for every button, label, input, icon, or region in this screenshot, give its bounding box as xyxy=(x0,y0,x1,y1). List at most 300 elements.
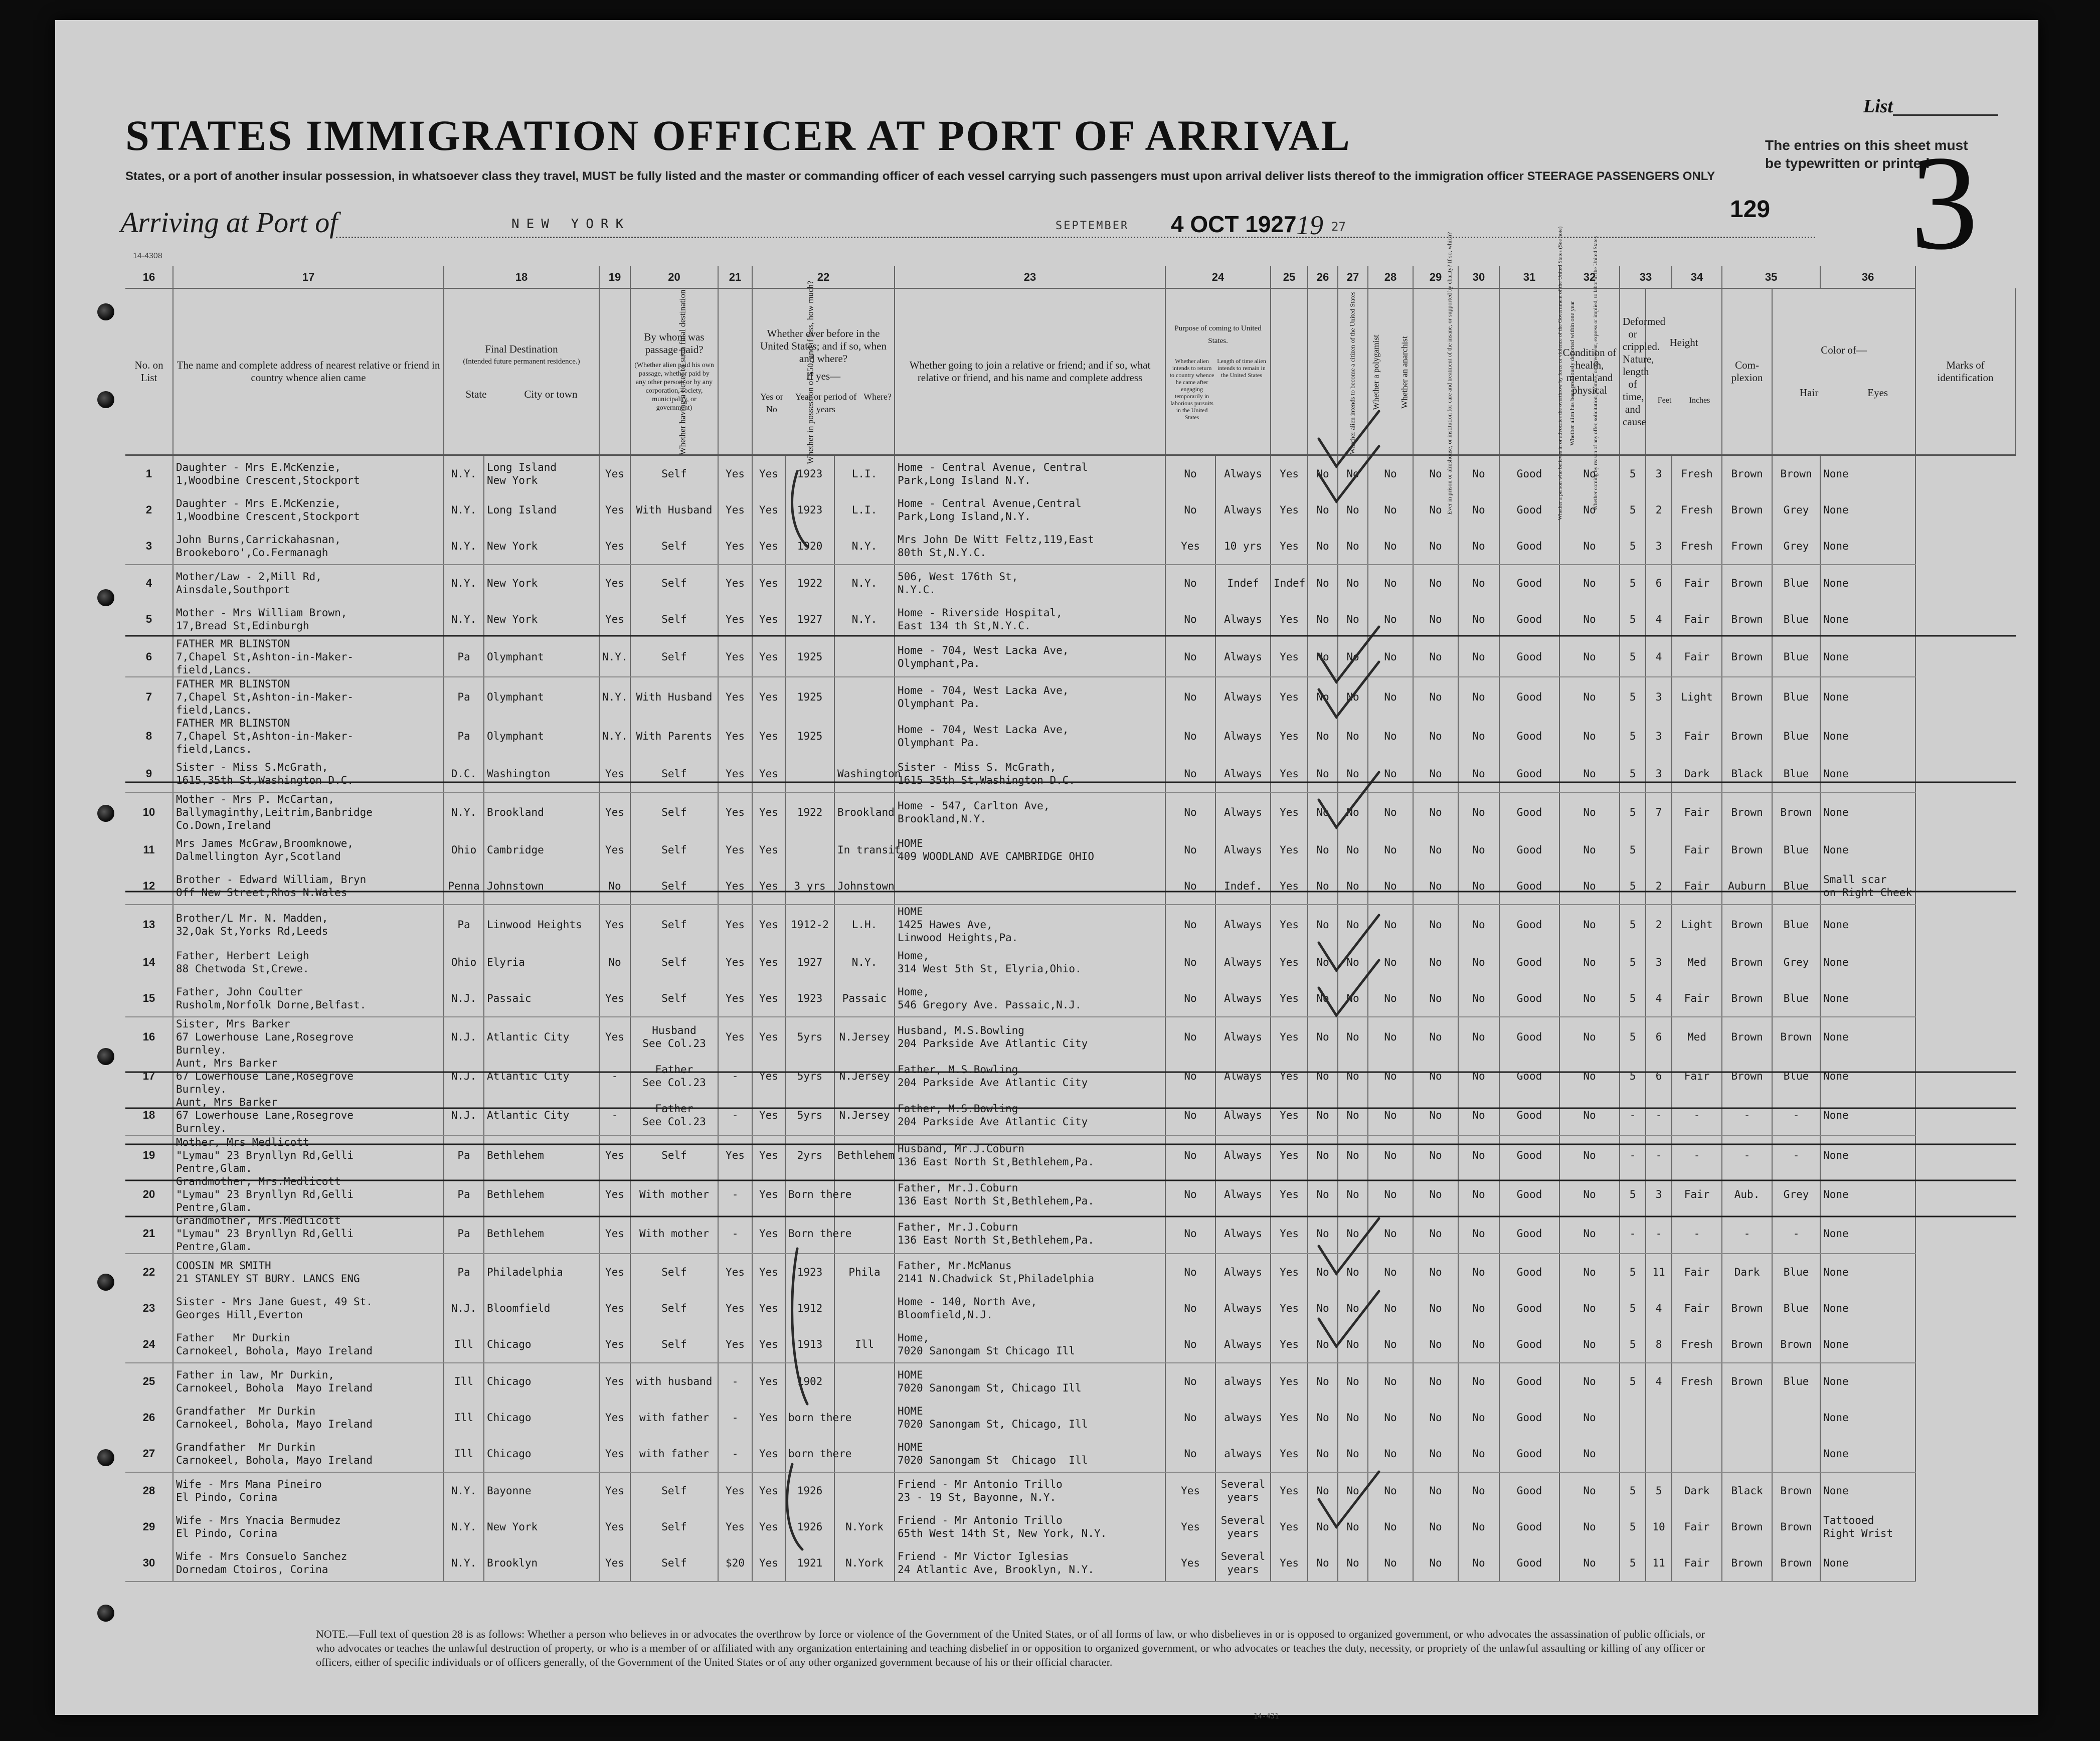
ever-in-prison: No xyxy=(1308,601,1338,637)
ever-in-prison: No xyxy=(1308,677,1338,717)
complexion: Brown xyxy=(1722,980,1772,1017)
become-citizen: Yes xyxy=(1271,944,1308,980)
ticket: Yes xyxy=(599,832,630,868)
become-citizen: Yes xyxy=(1271,717,1308,756)
polygamist: No xyxy=(1338,792,1368,832)
anarchist: No xyxy=(1368,1017,1413,1057)
money: Yes xyxy=(718,1509,752,1545)
polygamist: No xyxy=(1338,1436,1368,1472)
ever-in-prison: No xyxy=(1308,637,1338,677)
destination-city: Brookland xyxy=(484,792,599,832)
height-feet: 3 xyxy=(1646,455,1672,492)
height-feet: - xyxy=(1646,1214,1672,1254)
question-29: No xyxy=(1458,455,1499,492)
table-row xyxy=(125,1057,2015,1096)
health-condition: No xyxy=(1559,601,1620,637)
column-number: 32 xyxy=(1559,266,1620,288)
relative-address: Grandmother, Mrs.Medlicott "Lymau" 23 Brynllyn Rd,Gelli Pentre,Glam. xyxy=(173,1214,444,1254)
question-30: Good xyxy=(1499,832,1559,868)
eye-color: Tattooed Right Wrist xyxy=(1820,1509,1915,1545)
passage-paid-by: Self xyxy=(630,1135,718,1175)
become-citizen: Yes xyxy=(1271,1017,1308,1057)
hair-color: Blue xyxy=(1772,1290,1820,1326)
binding-hole xyxy=(97,1605,114,1622)
anarchist: No xyxy=(1368,792,1413,832)
row-number: 20 xyxy=(125,1175,173,1214)
become-citizen: Yes xyxy=(1271,1135,1308,1175)
relative-address: Father Mr Durkin Carnokeel, Bohola, Mayo Ireland xyxy=(173,1326,444,1363)
question-28: No xyxy=(1413,1017,1458,1057)
height-feet: 4 xyxy=(1646,1290,1672,1326)
question-29: No xyxy=(1458,944,1499,980)
where-in-us xyxy=(834,677,895,717)
polygamist: No xyxy=(1338,1363,1368,1400)
passage-paid-by: Self xyxy=(630,528,718,565)
polygamist: No xyxy=(1338,1400,1368,1436)
height-inches: Fresh xyxy=(1672,455,1722,492)
polygamist: No xyxy=(1338,1057,1368,1096)
before-in-us: Yes xyxy=(752,717,785,756)
length-of-stay: Indef xyxy=(1215,565,1271,601)
health-condition: No xyxy=(1559,1290,1620,1326)
years-in-us xyxy=(785,756,834,792)
question-29: No xyxy=(1458,1545,1499,1582)
ever-in-prison: No xyxy=(1308,528,1338,565)
deformed: 5 xyxy=(1620,1254,1646,1290)
where-in-us: In transit xyxy=(834,832,895,868)
purpose-return: No xyxy=(1165,717,1215,756)
column-number: 34 xyxy=(1672,266,1722,288)
polygamist: No xyxy=(1338,756,1368,792)
health-condition: No xyxy=(1559,717,1620,756)
question-29: No xyxy=(1458,1135,1499,1175)
table-row xyxy=(125,1175,2015,1214)
ticket: Yes xyxy=(599,905,630,944)
passage-paid-by: Husband See Col.23 xyxy=(630,1017,718,1057)
purpose-return: No xyxy=(1165,868,1215,905)
anarchist: No xyxy=(1368,1326,1413,1363)
question-28: No xyxy=(1413,565,1458,601)
joining-relative: Father, Mr.J.Coburn 136 East North St,Bethlehem,Pa. xyxy=(895,1175,1165,1214)
table-row xyxy=(125,1545,2015,1582)
question-29: No xyxy=(1458,792,1499,832)
joining-relative: Friend - Mr Victor Iglesias 24 Atlantic Ave, Brooklyn, N.Y. xyxy=(895,1545,1165,1582)
table-row xyxy=(125,832,2015,868)
header-year-period: Year or period of years xyxy=(795,392,857,414)
joining-relative: Home, 314 West 5th St, Elyria,Ohio. xyxy=(895,944,1165,980)
anarchist: No xyxy=(1368,868,1413,905)
height-inches: Fresh xyxy=(1672,1363,1722,1400)
polygamist: No xyxy=(1338,1214,1368,1254)
question-28: No xyxy=(1413,832,1458,868)
header-no-on-list: No. on List xyxy=(125,288,173,455)
question-30: Good xyxy=(1499,1135,1559,1175)
question-29: No xyxy=(1458,1363,1499,1400)
header-ticket-text: Whether having a ticket to such final destination xyxy=(677,289,687,455)
height-inches: - xyxy=(1672,1135,1722,1175)
question-28: No xyxy=(1413,1290,1458,1326)
money: Yes xyxy=(718,1290,752,1326)
destination-city: Cambridge xyxy=(484,832,599,868)
question-29: No xyxy=(1458,980,1499,1017)
passage-paid-by: Self xyxy=(630,1472,718,1509)
purpose-subheaders xyxy=(1168,358,1268,421)
joining-relative: Home, 546 Gregory Ave. Passaic,N.J. xyxy=(895,980,1165,1017)
eye-color: Small scar on Right Cheek xyxy=(1820,868,1915,905)
joining-relative: Father, Mr.McManus 2141 N.Chadwick St,Philadelphia xyxy=(895,1254,1165,1290)
question-29: No xyxy=(1458,1214,1499,1254)
column-number: 26 xyxy=(1308,266,1338,288)
table-row xyxy=(125,677,2015,717)
ever-in-prison: No xyxy=(1308,455,1338,492)
polygamist: No xyxy=(1338,1472,1368,1509)
length-of-stay: Indef. xyxy=(1215,868,1271,905)
joining-relative: Home - Riverside Hospital, East 134 th St,N.Y.C. xyxy=(895,601,1165,637)
money: Yes xyxy=(718,944,752,980)
ever-in-prison: No xyxy=(1308,1400,1338,1436)
years-in-us: 2yrs xyxy=(785,1135,834,1175)
years-in-us: 3 yrs xyxy=(785,868,834,905)
years-in-us: Born there xyxy=(785,1175,834,1214)
relative-address: Wife - Mrs Mana Pineiro El Pindo, Corina xyxy=(173,1472,444,1509)
table-row xyxy=(125,528,2015,565)
years-in-us: 1912 xyxy=(785,1290,834,1326)
list-number-line xyxy=(1893,114,1998,116)
money: - xyxy=(718,1436,752,1472)
joining-relative: Home - 704, West Lacka Ave, Olymphant Pa. xyxy=(895,677,1165,717)
column-number: 22 xyxy=(752,266,895,288)
relative-address: Father in law, Mr Durkin, Carnokeel, Bohola Mayo Ireland xyxy=(173,1363,444,1400)
relative-address: Sister - Miss S.McGrath, 1615,35th St,Washington D.C. xyxy=(173,756,444,792)
destination-state: N.Y. xyxy=(444,1472,484,1509)
row-number: 29 xyxy=(125,1509,173,1545)
destination-city: Long Island New York xyxy=(484,455,599,492)
length-of-stay: Always xyxy=(1215,980,1271,1017)
where-in-us xyxy=(834,1363,895,1400)
where-in-us: L.I. xyxy=(834,492,895,528)
question-28: No xyxy=(1413,1436,1458,1472)
destination-city: Olymphant xyxy=(484,637,599,677)
ticket: No xyxy=(599,944,630,980)
eye-color: None xyxy=(1820,1214,1915,1254)
question-30: Good xyxy=(1499,637,1559,677)
before-in-us: Yes xyxy=(752,980,785,1017)
complexion: Brown xyxy=(1722,677,1772,717)
height-feet: 2 xyxy=(1646,868,1672,905)
question-29: No xyxy=(1458,1472,1499,1509)
question-28: No xyxy=(1413,677,1458,717)
height-inches: Dark xyxy=(1672,756,1722,792)
destination-city: Philadelphia xyxy=(484,1254,599,1290)
money: Yes xyxy=(718,792,752,832)
passage-paid-by: with husband xyxy=(630,1363,718,1400)
eye-color: None xyxy=(1820,832,1915,868)
relative-address: Grandfather Mr Durkin Carnokeel, Bohola, Mayo Ireland xyxy=(173,1400,444,1436)
print-code: 14-431 xyxy=(1254,1712,1279,1720)
destination-city: Atlantic City xyxy=(484,1017,599,1057)
anarchist: No xyxy=(1368,756,1413,792)
purpose-return: No xyxy=(1165,637,1215,677)
length-of-stay: Always xyxy=(1215,1057,1271,1096)
before-in-us: Yes xyxy=(752,1096,785,1135)
header-eyes: Eyes xyxy=(1867,387,1888,399)
become-citizen: Yes xyxy=(1271,1326,1308,1363)
relative-address: Mrs James McGraw,Broomknowe, Dalmellington Ayr,Scotland xyxy=(173,832,444,868)
polygamist: No xyxy=(1338,637,1368,677)
ever-in-prison: No xyxy=(1308,868,1338,905)
passage-paid-by: Self xyxy=(630,455,718,492)
relative-address: Mother, Mrs Medlicott "Lymau" 23 Brynllyn Rd,Gelli Pentre,Glam. xyxy=(173,1135,444,1175)
height-feet: 3 xyxy=(1646,1175,1672,1214)
hair-color: Blue xyxy=(1772,677,1820,717)
passage-paid-by: Self xyxy=(630,756,718,792)
joining-relative: HOME 7020 Sanongam St, Chicago Ill xyxy=(895,1363,1165,1400)
question-30: Good xyxy=(1499,1057,1559,1096)
complexion: Black xyxy=(1722,756,1772,792)
passage-paid-by: With mother xyxy=(630,1175,718,1214)
destination-city: New York xyxy=(484,601,599,637)
question-28: No xyxy=(1413,1135,1458,1175)
money: Yes xyxy=(718,1326,752,1363)
joining-relative: Husband, M.S.Bowling 204 Parkside Ave Atlantic City xyxy=(895,1017,1165,1057)
become-citizen: Yes xyxy=(1271,601,1308,637)
polygamist: No xyxy=(1338,1326,1368,1363)
ticket: Yes xyxy=(599,1135,630,1175)
before-in-us: Yes xyxy=(752,1363,785,1400)
height-inches: Fair xyxy=(1672,601,1722,637)
years-in-us: 1925 xyxy=(785,717,834,756)
before-in-us: Yes xyxy=(752,1214,785,1254)
destination-city: Olymphant xyxy=(484,717,599,756)
length-of-stay: Several years xyxy=(1215,1509,1271,1545)
purpose-return: No xyxy=(1165,1254,1215,1290)
money: Yes xyxy=(718,1254,752,1290)
become-citizen: Yes xyxy=(1271,1290,1308,1326)
complexion: Brown xyxy=(1722,1545,1772,1582)
ticket: Yes xyxy=(599,756,630,792)
anarchist: No xyxy=(1368,1057,1413,1096)
column-number: 31 xyxy=(1499,266,1559,288)
years-in-us: 5yrs xyxy=(785,1096,834,1135)
eye-color: None xyxy=(1820,1096,1915,1135)
ever-in-prison: No xyxy=(1308,1214,1338,1254)
passage-paid-by: Self xyxy=(630,832,718,868)
where-in-us: N.York xyxy=(834,1509,895,1545)
height-label: Height xyxy=(1669,336,1698,349)
purpose-label: Purpose of coming to United States. xyxy=(1174,324,1262,345)
complexion: - xyxy=(1722,1135,1772,1175)
table-row xyxy=(125,905,2015,944)
money: Yes xyxy=(718,832,752,868)
header-inches: Inches xyxy=(1689,396,1710,405)
column-number: 30 xyxy=(1458,266,1499,288)
where-in-us xyxy=(834,1290,895,1326)
arriving-port: NEW YORK xyxy=(511,217,631,232)
deformed: 5 xyxy=(1620,1017,1646,1057)
question-30: Good xyxy=(1499,944,1559,980)
ever-in-prison: No xyxy=(1308,1472,1338,1509)
years-in-us: 1927 xyxy=(785,601,834,637)
anarchist: No xyxy=(1368,528,1413,565)
question-28: No xyxy=(1413,1400,1458,1436)
anarchist: No xyxy=(1368,1363,1413,1400)
ever-in-prison: No xyxy=(1308,980,1338,1017)
joining-relative: Father, M.S.Bowling 204 Parkside Ave Atlantic City xyxy=(895,1096,1165,1135)
joining-relative: Home - Central Avenue, Central Park,Long Island N.Y. xyxy=(895,455,1165,492)
relative-address: Aunt, Mrs Barker 67 Lowerhouse Lane,Rosegrove Burnley. xyxy=(173,1057,444,1096)
ticket: Yes xyxy=(599,1214,630,1254)
question-28: No xyxy=(1413,455,1458,492)
become-citizen: Yes xyxy=(1271,1096,1308,1135)
money: $20 xyxy=(718,1545,752,1582)
hair-color: - xyxy=(1772,1096,1820,1135)
eye-color: None xyxy=(1820,455,1915,492)
table-row xyxy=(125,1326,2015,1363)
header-become-citizen-text: Whether alien intends to become a citizen of the United States xyxy=(1348,291,1356,454)
before-in-us: Yes xyxy=(752,528,785,565)
table-row xyxy=(125,756,2015,792)
joining-relative: HOME 7020 Sanongam St Chicago Ill xyxy=(895,1436,1165,1472)
complexion: Brown xyxy=(1722,905,1772,944)
eye-color: None xyxy=(1820,905,1915,944)
question-28: No xyxy=(1413,1057,1458,1096)
deformed: 5 xyxy=(1620,980,1646,1017)
row-number: 21 xyxy=(125,1214,173,1254)
binding-hole xyxy=(97,1274,114,1291)
header-color xyxy=(1772,288,1915,455)
passage-paid-by: With Husband xyxy=(630,677,718,717)
relative-address: FATHER MR BLINSTON 7,Chapel St,Ashton-in-Maker- field,Lancs. xyxy=(173,717,444,756)
health-condition: No xyxy=(1559,1472,1620,1509)
purpose-return: No xyxy=(1165,756,1215,792)
ever-in-prison: No xyxy=(1308,1509,1338,1545)
height-inches: Dark xyxy=(1672,1472,1722,1509)
money: Yes xyxy=(718,717,752,756)
become-citizen: Yes xyxy=(1271,1545,1308,1582)
ticket: N.Y. xyxy=(599,637,630,677)
destination-state: N.Y. xyxy=(444,528,484,565)
complexion: Frown xyxy=(1722,528,1772,565)
ticket: Yes xyxy=(599,1254,630,1290)
ever-in-prison: No xyxy=(1308,905,1338,944)
passage-paid-by: Self xyxy=(630,980,718,1017)
destination-state: N.J. xyxy=(444,980,484,1017)
joining-relative: Friend - Mr Antonio Trillo 23 - 19 St, Bayonne, N.Y. xyxy=(895,1472,1165,1509)
hair-color: Blue xyxy=(1772,1254,1820,1290)
question-29: No xyxy=(1458,528,1499,565)
height-inches: Fair xyxy=(1672,1254,1722,1290)
eye-color: None xyxy=(1820,1326,1915,1363)
ever-in-prison: No xyxy=(1308,756,1338,792)
length-of-stay: Several years xyxy=(1215,1545,1271,1582)
become-citizen: Yes xyxy=(1271,455,1308,492)
length-of-stay: Always xyxy=(1215,601,1271,637)
deformed: 5 xyxy=(1620,1472,1646,1509)
question-29: No xyxy=(1458,492,1499,528)
destination-city: Atlantic City xyxy=(484,1057,599,1096)
joining-relative: Father, Mr.J.Coburn 136 East North St,Bethlehem,Pa. xyxy=(895,1214,1165,1254)
length-of-stay: always xyxy=(1215,1436,1271,1472)
before-in-us: Yes xyxy=(752,1175,785,1214)
destination-state: Pa xyxy=(444,677,484,717)
question-29: No xyxy=(1458,1057,1499,1096)
where-in-us: Phila xyxy=(834,1254,895,1290)
deformed: 5 xyxy=(1620,1509,1646,1545)
relative-address: Sister - Mrs Jane Guest, 49 St. Georges Hill,Everton xyxy=(173,1290,444,1326)
ticket: Yes xyxy=(599,1326,630,1363)
height-feet: 4 xyxy=(1646,1363,1672,1400)
hair-color: Blue xyxy=(1772,601,1820,637)
ticket: N.Y. xyxy=(599,717,630,756)
health-condition: No xyxy=(1559,868,1620,905)
column-number: 17 xyxy=(173,266,444,288)
height-inches: Fair xyxy=(1672,1290,1722,1326)
deformed: 5 xyxy=(1620,1290,1646,1326)
destination-state: Pa xyxy=(444,1135,484,1175)
eye-color: None xyxy=(1820,944,1915,980)
question-29: No xyxy=(1458,1017,1499,1057)
passage-paid-by: with father xyxy=(630,1436,718,1472)
health-condition: No xyxy=(1559,1509,1620,1545)
question-29: No xyxy=(1458,756,1499,792)
money: - xyxy=(718,1363,752,1400)
column-number: 18 xyxy=(444,266,599,288)
eye-color: None xyxy=(1820,1545,1915,1582)
money: - xyxy=(718,1175,752,1214)
row-number: 16 xyxy=(125,1017,173,1057)
joining-relative: HOME 7020 Sanongam St, Chicago, Ill xyxy=(895,1400,1165,1436)
column-number: 28 xyxy=(1368,266,1413,288)
binding-hole xyxy=(97,1449,114,1466)
hair-color xyxy=(1772,1436,1820,1472)
eye-color: None xyxy=(1820,1017,1915,1057)
complexion: Brown xyxy=(1722,792,1772,832)
table-row xyxy=(125,1290,2015,1326)
joining-relative: Home - 704, West Lacka Ave, Olymphant,Pa. xyxy=(895,637,1165,677)
paid-by-sub: (Whether alien paid his own passage, whether paid by any other person, or by any corporation, society, municipality, or government) xyxy=(634,362,714,412)
polygamist: No xyxy=(1338,492,1368,528)
anarchist: No xyxy=(1368,1436,1413,1472)
color-subheaders xyxy=(1775,387,1912,399)
eye-color: None xyxy=(1820,756,1915,792)
hair-color: Brown xyxy=(1772,1326,1820,1363)
hair-color: Grey xyxy=(1772,492,1820,528)
row-number: 2 xyxy=(125,492,173,528)
destination-state: Ill xyxy=(444,1363,484,1400)
hair-color: Brown xyxy=(1772,1545,1820,1582)
question-28: No xyxy=(1413,717,1458,756)
health-condition: No xyxy=(1559,1545,1620,1582)
ticket: Yes xyxy=(599,1400,630,1436)
sheet-number: 129 xyxy=(1730,196,1771,223)
purpose-return: No xyxy=(1165,601,1215,637)
row-number: 5 xyxy=(125,601,173,637)
length-of-stay: Always xyxy=(1215,1214,1271,1254)
question-29: No xyxy=(1458,1509,1499,1545)
deformed: 5 xyxy=(1620,905,1646,944)
complexion: Brown xyxy=(1722,944,1772,980)
table-row xyxy=(125,565,2015,601)
height-feet: 2 xyxy=(1646,492,1672,528)
years-in-us: 1922 xyxy=(785,792,834,832)
anarchist: No xyxy=(1368,905,1413,944)
question-28: No xyxy=(1413,756,1458,792)
hair-color: Blue xyxy=(1772,717,1820,756)
table-row xyxy=(125,1096,2015,1135)
ever-in-prison: No xyxy=(1308,717,1338,756)
height-feet: 11 xyxy=(1646,1545,1672,1582)
complexion: Brown xyxy=(1722,1509,1772,1545)
